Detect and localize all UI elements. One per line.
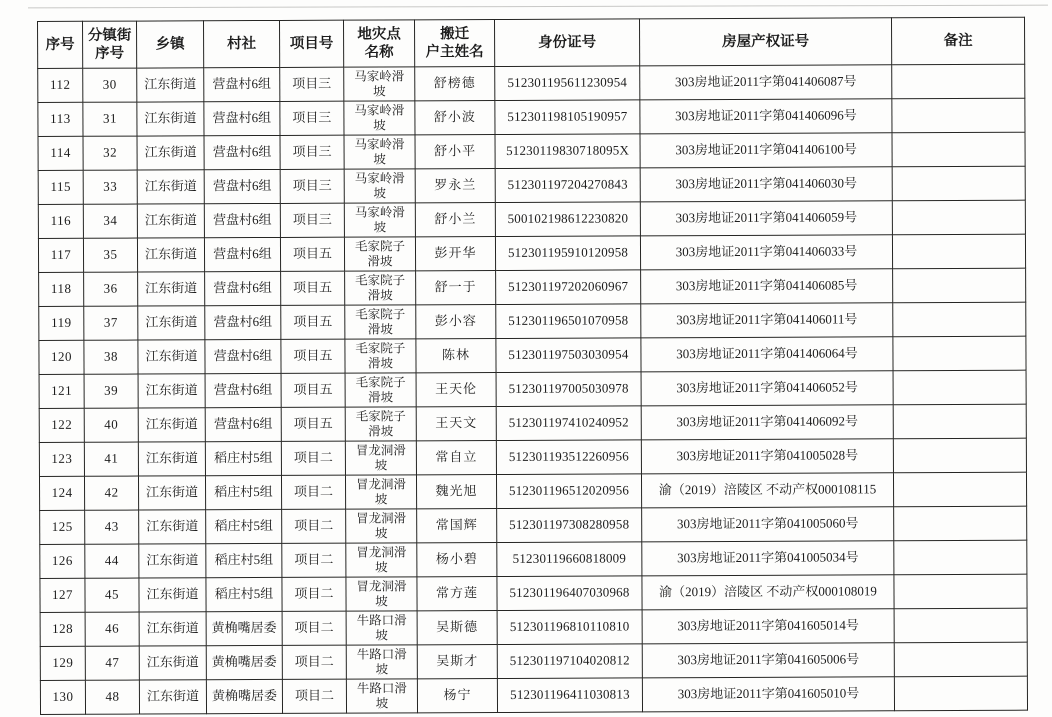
cell-remark <box>894 676 1027 711</box>
cell-householder: 王天伦 <box>416 373 496 407</box>
relocation-register-table-wrap <box>37 17 1028 715</box>
cell-project: 项目二 <box>282 645 346 679</box>
cell-project: 项目五 <box>281 373 345 407</box>
cell-seq: 130 <box>40 680 85 714</box>
cell-seq: 128 <box>40 612 85 646</box>
table-row <box>39 438 1026 476</box>
cell-householder: 舒小兰 <box>415 203 495 237</box>
table-row <box>40 506 1027 544</box>
cell-cert-number: 渝（2019）涪陵区 不动产权000108115 <box>641 473 893 508</box>
cell-householder: 常方莲 <box>417 576 497 610</box>
table-row <box>39 268 1026 306</box>
cell-town: 江东街道 <box>137 204 204 238</box>
table-row <box>40 540 1027 578</box>
cell-town: 江东街道 <box>138 408 205 442</box>
cell-id-number: 512301197005030978 <box>496 372 641 407</box>
table-row <box>38 166 1025 204</box>
cell-householder: 吴斯才 <box>417 644 497 678</box>
cell-id-number: 512301196411030813 <box>497 678 642 713</box>
cell-cert-number: 303房地证2011字第041406092号 <box>641 405 893 440</box>
cell-sub-seq: 31 <box>83 102 137 136</box>
cell-village: 稻庄村5组 <box>206 543 282 577</box>
cell-id-number: 512301196810110810 <box>497 610 642 645</box>
cell-remark <box>892 200 1025 235</box>
cell-seq: 127 <box>40 578 85 612</box>
cell-householder: 舒小平 <box>415 135 495 169</box>
cell-sub-seq: 33 <box>83 170 137 204</box>
cell-site: 毛家院子滑坡 <box>345 339 416 373</box>
cell-project: 项目三 <box>280 101 344 135</box>
cell-remark <box>892 166 1025 201</box>
cell-cert-number: 渝（2019）涪陵区 不动产权000108019 <box>642 575 894 610</box>
cell-seq: 129 <box>40 646 85 680</box>
cell-seq: 116 <box>38 204 83 238</box>
cell-seq: 113 <box>38 102 83 136</box>
cell-id-number: 512301197308280958 <box>497 508 642 543</box>
cell-project: 项目二 <box>281 441 345 475</box>
cell-project: 项目二 <box>282 611 346 645</box>
cell-seq: 120 <box>39 340 84 374</box>
cell-village: 黄桷嘴居委 <box>206 645 282 679</box>
cell-site: 毛家院子滑坡 <box>345 305 416 339</box>
cell-village: 营盘村6组 <box>205 271 281 305</box>
cell-site: 冒龙洞滑坡 <box>346 543 417 577</box>
cell-project: 项目二 <box>282 543 346 577</box>
cell-village: 稻庄村5组 <box>205 475 281 509</box>
cell-village: 营盘村6组 <box>204 237 280 271</box>
cell-site: 马家岭滑坡 <box>344 67 415 101</box>
cell-seq: 126 <box>40 544 85 578</box>
table-row <box>38 64 1025 102</box>
cell-project: 项目三 <box>280 67 344 101</box>
cell-remark <box>894 642 1027 677</box>
cell-village: 营盘村6组 <box>205 339 281 373</box>
cell-project: 项目二 <box>282 577 346 611</box>
cell-village: 稻庄村5组 <box>206 577 282 611</box>
cell-cert-number: 303房地证2011字第041005028号 <box>641 439 893 474</box>
cell-remark <box>893 472 1026 507</box>
cell-village: 营盘村6组 <box>204 101 280 135</box>
cell-remark <box>893 370 1026 405</box>
table-row <box>39 336 1026 374</box>
cell-sub-seq: 39 <box>84 374 138 408</box>
table-row <box>39 404 1026 442</box>
cell-seq: 122 <box>39 408 84 442</box>
column-header-remark: 备注 <box>891 17 1024 65</box>
cell-cert-number: 303房地证2011字第041406100号 <box>640 133 892 168</box>
cell-id-number: 512301197204270843 <box>495 168 640 203</box>
cell-sub-seq: 34 <box>83 204 137 238</box>
cell-remark <box>894 608 1027 643</box>
cell-remark <box>893 438 1026 473</box>
cell-site: 马家岭滑坡 <box>344 135 415 169</box>
cell-town: 江东街道 <box>138 306 205 340</box>
cell-sub-seq: 36 <box>84 272 138 306</box>
cell-town: 江东街道 <box>139 510 206 544</box>
cell-cert-number: 303房地证2011字第041406085号 <box>641 269 893 304</box>
cell-town: 江东街道 <box>139 612 206 646</box>
cell-remark <box>893 404 1026 439</box>
cell-village: 营盘村6组 <box>204 135 280 169</box>
cell-householder: 杨宁 <box>417 678 497 712</box>
cell-village: 营盘村6组 <box>205 373 281 407</box>
cell-cert-number: 303房地证2011字第041406052号 <box>641 371 893 406</box>
column-header-id-number: 身份证号 <box>494 19 639 67</box>
cell-seq: 112 <box>38 68 83 102</box>
cell-project: 项目五 <box>281 407 345 441</box>
cell-sub-seq: 40 <box>84 408 138 442</box>
cell-village: 营盘村6组 <box>204 67 280 101</box>
column-header-town: 乡镇 <box>137 21 204 68</box>
column-header-project: 项目号 <box>279 20 343 67</box>
cell-cert-number: 303房地证2011字第041605014号 <box>642 609 894 644</box>
cell-town: 江东街道 <box>137 170 204 204</box>
cell-town: 江东街道 <box>138 442 205 476</box>
cell-project: 项目三 <box>280 203 344 237</box>
column-header-village: 村社 <box>204 20 280 67</box>
table-row <box>38 200 1025 238</box>
cell-cert-number: 303房地证2011字第041605010号 <box>642 677 894 712</box>
column-header-sub-seq: 分镇街 序号 <box>83 21 137 68</box>
cell-householder: 舒小波 <box>415 101 495 135</box>
cell-site: 冒龙洞滑坡 <box>345 475 416 509</box>
cell-site: 毛家院子滑坡 <box>345 407 416 441</box>
cell-householder: 罗永兰 <box>415 169 495 203</box>
cell-remark <box>892 132 1025 167</box>
cell-id-number: 51230119660818009 <box>497 542 642 577</box>
cell-seq: 124 <box>39 476 84 510</box>
cell-project: 项目五 <box>280 237 344 271</box>
cell-site: 冒龙洞滑坡 <box>345 441 416 475</box>
table-row <box>39 472 1026 510</box>
cell-town: 江东街道 <box>137 238 204 272</box>
cell-town: 江东街道 <box>137 136 204 170</box>
cell-seq: 114 <box>38 136 83 170</box>
cell-village: 黄桷嘴居委 <box>206 679 282 713</box>
cell-project: 项目五 <box>281 339 345 373</box>
cell-cert-number: 303房地证2011字第041406064号 <box>641 337 893 372</box>
cell-cert-number: 303房地证2011字第041005034号 <box>642 541 894 576</box>
cell-householder: 王天文 <box>416 407 496 441</box>
cell-id-number: 512301195611230954 <box>495 66 640 101</box>
cell-site: 马家岭滑坡 <box>344 101 415 135</box>
cell-seq: 115 <box>38 170 83 204</box>
cell-householder: 常自立 <box>416 440 496 474</box>
table-row <box>40 642 1027 680</box>
cell-sub-seq: 30 <box>83 68 137 102</box>
cell-householder: 常国辉 <box>417 508 497 542</box>
cell-project: 项目二 <box>282 509 346 543</box>
table-row <box>38 234 1025 272</box>
column-header-site: 地灾点 名称 <box>343 20 414 67</box>
cell-seq: 123 <box>39 442 84 476</box>
cell-sub-seq: 45 <box>85 578 139 612</box>
cell-cert-number: 303房地证2011字第041406033号 <box>640 235 892 270</box>
cell-householder: 舒榜德 <box>415 67 495 101</box>
cell-sub-seq: 46 <box>85 612 139 646</box>
cell-town: 江东街道 <box>139 646 206 680</box>
cell-remark <box>894 574 1027 609</box>
cell-village: 黄桷嘴居委 <box>206 611 282 645</box>
cell-sub-seq: 43 <box>85 510 139 544</box>
cell-site: 牛路口滑坡 <box>346 679 417 713</box>
table-row <box>39 302 1026 340</box>
cell-householder: 魏光旭 <box>416 474 496 508</box>
cell-sub-seq: 37 <box>84 306 138 340</box>
cell-householder: 吴斯德 <box>417 610 497 644</box>
cell-site: 马家岭滑坡 <box>344 169 415 203</box>
cell-seq: 117 <box>38 238 83 272</box>
cell-town: 江东街道 <box>138 340 205 374</box>
cell-site: 冒龙洞滑坡 <box>346 509 417 543</box>
table-row <box>40 676 1027 714</box>
cell-seq: 119 <box>39 306 84 340</box>
cell-householder: 彭开华 <box>415 237 495 271</box>
cell-sub-seq: 42 <box>84 476 138 510</box>
cell-seq: 121 <box>39 374 84 408</box>
relocation-register-table <box>37 17 1028 715</box>
cell-town: 江东街道 <box>138 272 205 306</box>
cell-sub-seq: 35 <box>83 238 137 272</box>
cell-town: 江东街道 <box>138 374 205 408</box>
cell-project: 项目三 <box>280 135 344 169</box>
cell-site: 牛路口滑坡 <box>346 611 417 645</box>
cell-remark <box>893 302 1026 337</box>
cell-id-number: 512301197503030954 <box>496 338 641 373</box>
cell-sub-seq: 38 <box>84 340 138 374</box>
cell-seq: 125 <box>40 510 85 544</box>
cell-householder: 舒一于 <box>416 271 496 305</box>
cell-site: 牛路口滑坡 <box>346 645 417 679</box>
cell-id-number: 51230119830718095X <box>495 134 640 169</box>
cell-village: 营盘村6组 <box>205 407 281 441</box>
table-row <box>40 608 1027 646</box>
cell-village: 稻庄村5组 <box>205 441 281 475</box>
cell-sub-seq: 47 <box>85 646 139 680</box>
table-row <box>38 132 1025 170</box>
cell-site: 毛家院子滑坡 <box>345 373 416 407</box>
cell-id-number: 512301197104020812 <box>497 644 642 679</box>
cell-sub-seq: 41 <box>84 442 138 476</box>
cell-remark <box>894 540 1027 575</box>
table-row <box>39 370 1026 408</box>
cell-cert-number: 303房地证2011字第041406087号 <box>640 65 892 100</box>
cell-village: 营盘村6组 <box>204 203 280 237</box>
cell-cert-number: 303房地证2011字第041605006号 <box>642 643 894 678</box>
cell-id-number: 512301197202060967 <box>496 270 641 305</box>
cell-village: 营盘村6组 <box>205 305 281 339</box>
cell-project: 项目三 <box>280 169 344 203</box>
cell-project: 项目五 <box>281 271 345 305</box>
cell-sub-seq: 32 <box>83 136 137 170</box>
cell-remark <box>892 98 1025 133</box>
cell-id-number: 512301193512260956 <box>496 440 641 475</box>
cell-town: 江东街道 <box>137 102 204 136</box>
cell-town: 江东街道 <box>139 578 206 612</box>
cell-site: 冒龙洞滑坡 <box>346 577 417 611</box>
cell-cert-number: 303房地证2011字第041005060号 <box>642 507 894 542</box>
cell-town: 江东街道 <box>139 680 206 714</box>
cell-id-number: 512301197410240952 <box>496 406 641 441</box>
cell-sub-seq: 44 <box>85 544 139 578</box>
cell-cert-number: 303房地证2011字第041406059号 <box>640 201 892 236</box>
column-header-householder: 搬迁 户主姓名 <box>414 20 494 67</box>
table-row <box>38 98 1025 136</box>
cell-site: 毛家院子滑坡 <box>344 237 415 271</box>
table-row <box>40 574 1027 612</box>
cell-remark <box>892 64 1025 99</box>
cell-town: 江东街道 <box>137 68 204 102</box>
cell-id-number: 512301196407030968 <box>497 576 642 611</box>
cell-householder: 杨小碧 <box>417 542 497 576</box>
cell-id-number: 500102198612230820 <box>495 202 640 237</box>
cell-town: 江东街道 <box>138 476 205 510</box>
cell-town: 江东街道 <box>139 544 206 578</box>
cell-village: 稻庄村5组 <box>206 509 282 543</box>
cell-remark <box>893 336 1026 371</box>
cell-id-number: 512301195910120958 <box>495 236 640 271</box>
cell-householder: 陈林 <box>416 339 496 373</box>
table-body <box>38 64 1028 714</box>
table-header-row <box>38 17 1025 68</box>
cell-id-number: 512301196512020956 <box>496 474 641 509</box>
cell-remark <box>892 234 1025 269</box>
cell-project: 项目五 <box>281 305 345 339</box>
cell-remark <box>894 506 1027 541</box>
cell-id-number: 512301196501070958 <box>496 304 641 339</box>
cell-site: 马家岭滑坡 <box>344 203 415 237</box>
cell-seq: 118 <box>39 272 84 306</box>
cell-project: 项目二 <box>281 475 345 509</box>
cell-cert-number: 303房地证2011字第041406011号 <box>641 303 893 338</box>
cell-householder: 彭小容 <box>416 305 496 339</box>
scan-artifact-line <box>28 5 1048 9</box>
cell-sub-seq: 48 <box>85 680 139 714</box>
cell-remark <box>893 268 1026 303</box>
cell-cert-number: 303房地证2011字第041406030号 <box>640 167 892 202</box>
cell-id-number: 512301198105190957 <box>495 100 640 135</box>
column-header-cert-number: 房屋产权证号 <box>639 18 891 66</box>
column-header-seq: 序号 <box>38 21 83 68</box>
cell-cert-number: 303房地证2011字第041406096号 <box>640 99 892 134</box>
cell-village: 营盘村6组 <box>204 169 280 203</box>
cell-site: 毛家院子滑坡 <box>345 271 416 305</box>
cell-project: 项目二 <box>282 679 346 713</box>
